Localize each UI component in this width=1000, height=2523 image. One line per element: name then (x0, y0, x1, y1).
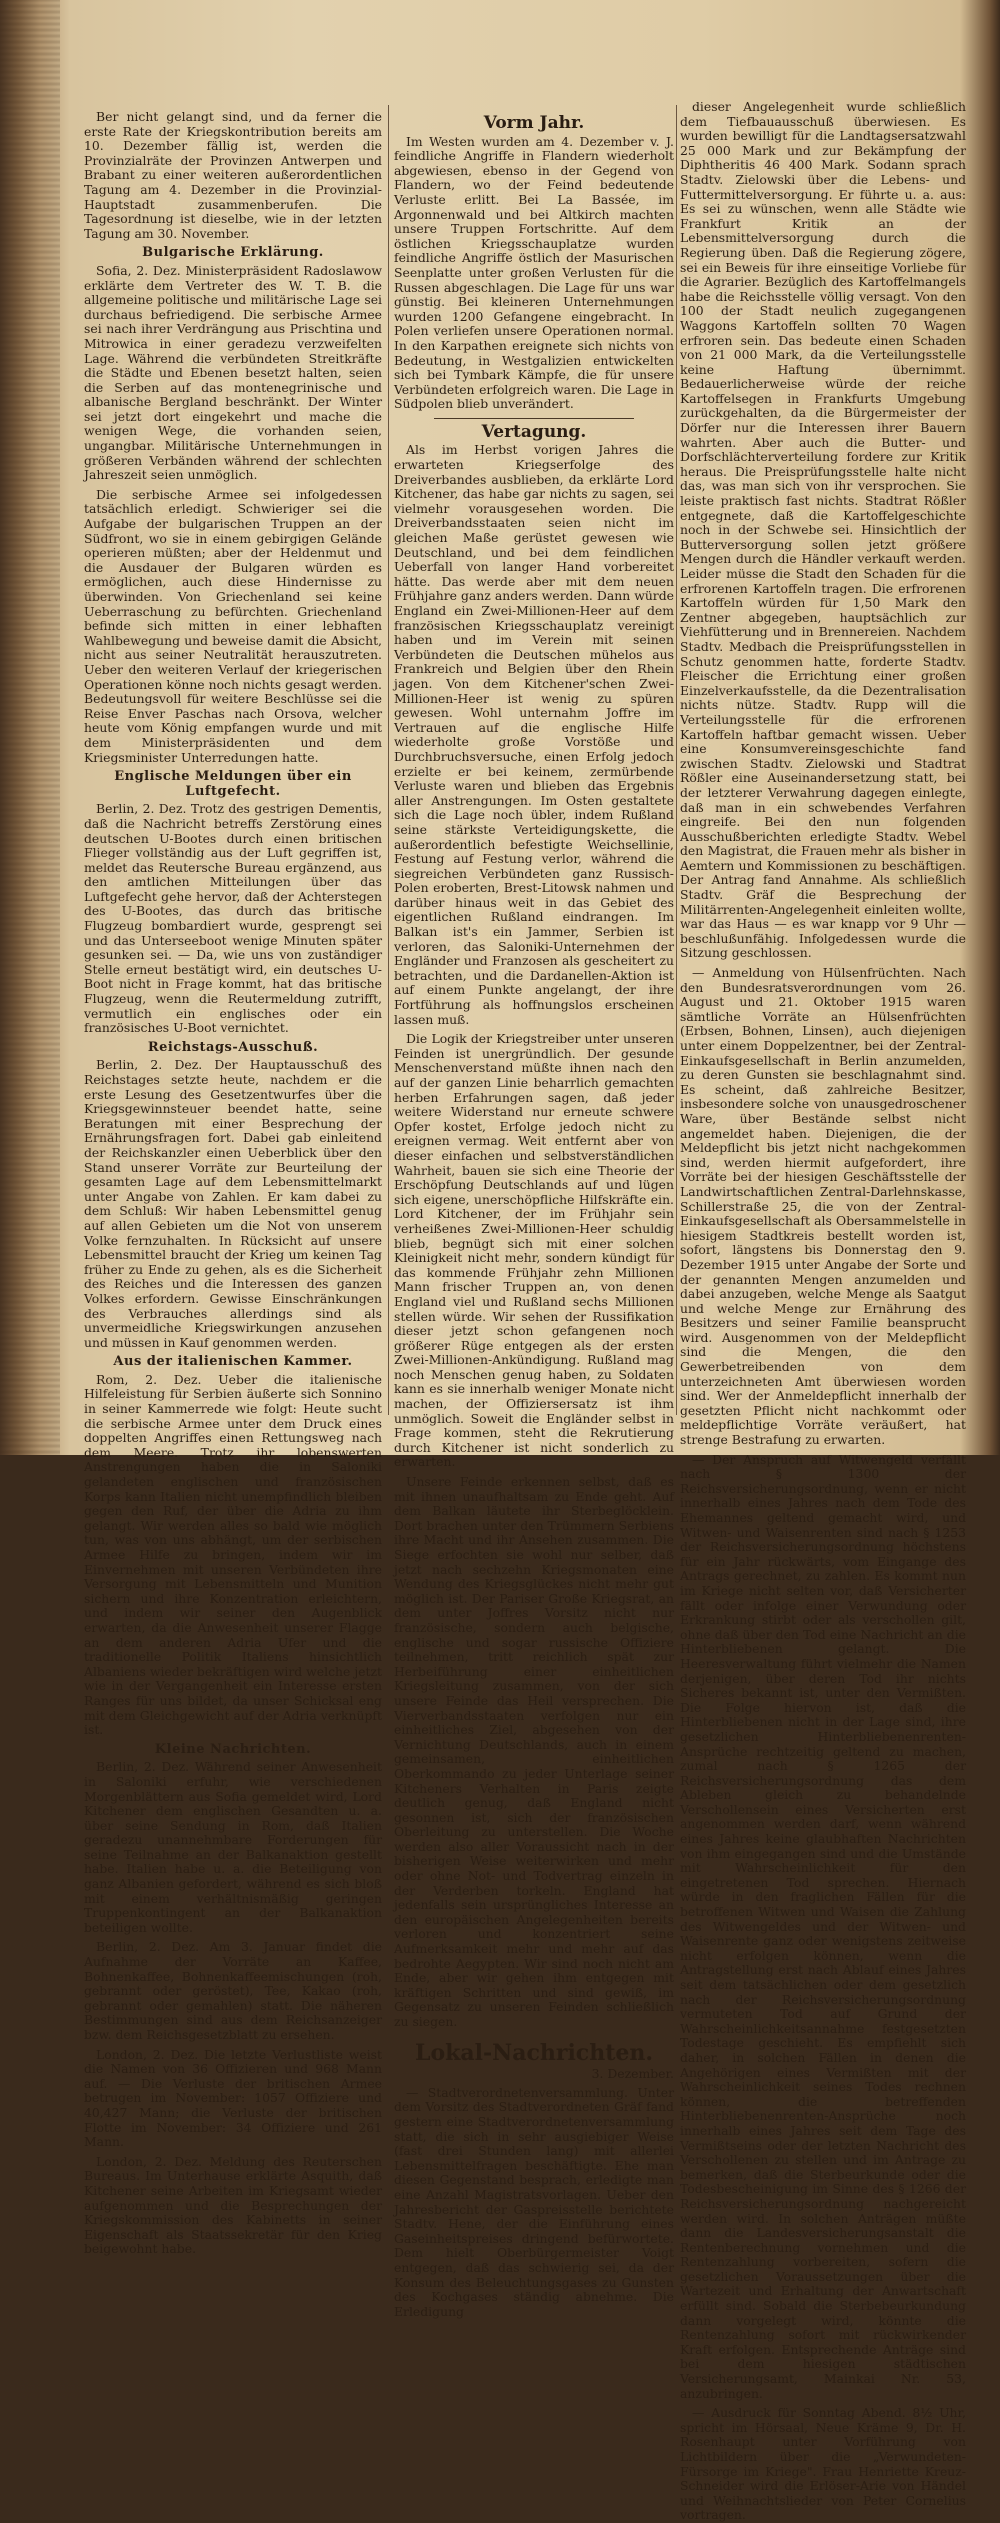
paragraph: Berlin, 2. Dez. Der Hauptausschuß des Reichstages setzte heute, nachdem er die erste Lesung des Gesetzentwurfes über die Kriegsgewinnsteuer beendet hatte, seine Beratungen mit einer Besprechung der Ernährungsfragen fort. Dabei gab einleitend der Reichskanzler einen Ueberblick über den Stand unserer Vorräte zur Beurteilung der gesamten Lage auf dem Lebensmittelmarkt unter Angabe von Zahlen. Er kam dabei zu dem Schluß: Wir haben Lebensmittel genug auf allen Gebieten um die Not von unserem Volke fernzuhalten. In Rücksicht auf unsere Lebensmittel braucht der Krieg um keinen Tag früher zu Ende zu gehen, als es die Sicherheit des Reiches und die Interessen des ganzen Volkes erfordern. Gewisse Einschränkungen des Verbrauches allerdings sind als unvermeidliche Kriegswirkungen anzusehen und müssen in Kauf genommen werden. (84, 1057, 382, 1350)
paragraph: — Stadtverordnetenversammlung. Unter dem Vorsitz des Stadtverordneten Gräf fand gestern eine Stadtverordnetenversammlung statt, die sich in sehr ausgiebiger Weise (fast drei Stunden lang) mit allerlei Lebensmittelfragen beschäftigte. Ehe man diesen Gegenstand besprach, erledigte man eine Anzahl Magistratsvorlagen. Ueber den Jahresbericht der Gaspreisstelle berichtete Stadtv. Hene, der die Einführung eines Gaseinheitspreises dringend befürwortete. Dem hielt Oberbürgermeister Voigt entgegen, daß das schwierig sei, da der Konsum des Beleuchtungsgases zu Gunsten des Kochgases ständig abnehme. Die Erledigung (394, 2084, 674, 2319)
paragraph: Berlin, 2. Dez. Trotz des gestrigen Dementis, daß die Nachricht betreffs Zerstörung eines deutschen U-Bootes durch einen britischen Flieger vollständig aus der Luft gegriffen ist, meldet das Reutersche Bureau ergänzend, aus den amtlichen Mitteilungen über das Luftgefecht gehe hervor, daß der Achterstegen des U-Bootes, das durch das britische Flugzeug bombardiert wurde, gesprengt sei und das Unterseeboot wenige Minuten später gesunken sei. — Da, wie uns von zuständiger Stelle erneut bestätigt wird, ein deutsches U-Boot nicht in Frage kommt, hat das britische Flugzeug, wenn die Reutermeldung zutrifft, vermutlich ein englisches oder ein französisches U-Boot vernichtet. (84, 801, 382, 1036)
column-rule (676, 105, 677, 1415)
paragraph: — Der Anspruch auf Witwengeld verfällt nach § 1300 der Reichsversicherungsordnung, wenn er nicht innerhalb eines Jahres nach dem Tode des Ehemannes geltend gemacht wird, und Witwen- und Waisenrenten sind nach § 1253 der Reichsversicherungsordnung höchstens für ein Jahr rückwärts, vom Eingange des Antrags gerechnet, zu zahlen. Es kommt nun im Kriege nicht selten vor, daß Versicherter fällt oder infolge einer Verwundung oder Erkrankung stirbt oder als verschollen gilt, ohne daß über den Tod eine Nachricht an die Hinterbliebenen gelangt. Die Heeresverwaltung führt vielmehr die Namen derjenigen, über deren Tod ihr nichts Sicheres bekannt ist, unter den Vermißten. Die Folge hiervon ist, daß die Hinterbliebenen nicht in der Lage sind, ihre gesetzlichen Hinterbliebenenrenten-Ansprüche rechtzeitig geltend zu machen, zumal nach § 1265 der Reichsversicherungsordnung das dem Ableben gleich zu behandelnde Verschollensein eines Versicherten erst angenommen werden darf, wenn während eines Jahres keine glaubhaften Nachrichten von ihm eingegangen sind und die Umstände mit Wahrscheinlichkeit für den eingetretenen Tod sprechen. Hiernach würde in den fraglichen Fällen für die betroffenen Witwen und Waisen die Zahlung des Witwengeldes und der Witwen- und Waisenrente ganz oder wenigstens zeitweise nicht erfolgen können, wenn die Antragstellung erst nach Ablauf eines Jahres seit dem tatsächlichen oder dem gesetzlich nach der Reichsversicherungsordnung vermuteten Tod auf Grund der Wahrscheinlichkeitsannahme festgesetzten Todestage geschieht. Es empfiehlt sich daher, in solchen Fällen in denen die Angehörigen eines Vermißten mit der Wahrscheinlichkeit seines Todes rechnen können, die betreffenden Hinterbliebenenrenten-Ansprüche noch innerhalb eines Jahres seit dem Tage des Vermißtseins oder der letzten Nachricht des Verschollenen zu stellen und im Antrage zu bemerken, daß die Sterbeurkunde oder die Todesbescheinigung im Sinne des § 1266 der Reichsversicherungsordnung nachgereicht werden wird. In solchen Anträgen müßte dann die Landesversicherungsanstalt die Rentenberechnung vornehmen und die Rentenzahlung vorbereiten, sofern die gesetzlichen Voraussetzungen über die Wartezeit und Erhaltung der Anwartschaft erfüllt sind. Sobald die Sterbebeurkundung dann vorgelegt wird, könnte die Rentenzahlung sofort mit rückwirkender Kraft erfolgen. Entsprechende Anträge sind bei dem hiesigen städtischen Versicherungsamt, Mainkai Nr. 53, anzubringen. (680, 1451, 966, 2401)
heading-italienische-kammer: Aus der italienischen Kammer. (113, 1354, 353, 1370)
heading-vorm-jahr: Vorm Jahr. (483, 113, 585, 133)
paragraph: Berlin, 2. Dez. Am 3. Januar findet die Aufnahme der Vorräte an Kaffee, Bohnenkaffee, Bohnenkaffeemischungen (roh, gebrannt oder geröstet), Tee, Kakao (roh, gebrannt oder gemahlen) statt. Die näheren Bestimmungen sind aus dem Reichsanzeiger bzw. dem Reichsgesetzblatt zu ersehen. (84, 1939, 382, 2042)
paragraph: Die Logik der Kriegstreiber unter unseren Feinden ist unergründlich. Der gesunde Menschenverstand müßte ihnen nach den auf der ganzen Linie beharrlich gemachten herben Erfahrungen sagen, daß jeder weitere Widerstand nur erneute schwere Opfer kostet, Erfolge jedoch nicht zu ereignen vermag. Weit entfernt aber von dieser einfachen und selbstverständlichen Wahrheit, bauen sie sich eine Theorie der Erschöpfung Deutschlands auf und lügen sich eigene, unerschöpfliche Hilfskräfte ein. Lord Kitchener, der im Frühjahr sein verheißenes Zwei-Millionen-Heer schuldig blieb, begnügt sich mit einer solchen Kleinigkeit nicht mehr, sondern kündigt für das kommende Frühjahr zehn Millionen Mann frischer Truppen an, von denen England viel und Rußland sechs Millionen stellen würde. Wir sehen der Russifikation dieser jetzt schon gefangenen noch größerer Rüge entgegen als der ersten Zwei-Millionen-Ankündigung. Rußland mag noch Menschen genug haben, zu Soldaten kann es sie innerhalb weniger Monate nicht machen, der Offiziersersatz ist ihm unmöglich. Soweit die Engländer selbst in Frage kommen, steht die Rekrutierung durch Kitchener ist nicht sonderlich zu erwarten. (394, 1031, 674, 1470)
heading-reichstags-ausschuss: Reichstags-Ausschuß. (147, 1039, 319, 1055)
paragraph: Die serbische Armee sei infolgedessen tatsächlich erledigt. Schwieriger sei die Aufgabe der bulgarischen Truppen an der Südfront, wo sie in einem gebirgigen Gelände operieren müßten; aber der Heldenmut und die Ausdauer der Bulgaren würden es ermöglichen, auch diese Hindernisse zu überwinden. Von Griechenland sei keine Ueberraschung zu befürchten. Griechenland befinde sich mitten in einer lebhaften Wahlbewegung und beweise damit die Absicht, nicht aus seiner Neutralität herauszutreten. Ueber den weiteren Verlauf der kriegerischen Operationen könne noch nichts gesagt werden. Bedeutungsvoll für weitere Beschlüsse sei die Reise Enver Paschas nach Orsova, welcher heute vom König empfangen wurde und mit dem Ministerpräsidenten und dem Kriegsminister Unterredungen hatte. (84, 486, 382, 765)
heading-vertagung: Vertagung. (481, 421, 587, 442)
paragraph: — Ausdruck für Sonntag Abend. 8½ Uhr, spricht im Hörsaal, Neue Kräme 9, Dr. H. Rosenhaupt unter Vorführung von Lichtbildern über die „Verwundeten-Fürsorge im Kriege". Frau Henriette Kreuz-Schneider wird die Erlöser-Arie von Händel und Weihnachtslieder von Peter Cornelius vortragen. (680, 2405, 966, 2523)
paragraph: Rom, 2. Dez. Ueber die italienische Hilfeleistung für Serbien äußerte sich Sonnino in seiner Kammerrede wie folgt: Heute sucht die serbische Armee unter dem Druck eines doppelten Angriffes einen Rettungsweg nach dem Meere. Trotz ihr lobenswerten Anstrengungen haben die in Saloniki gelandeten englischen und französischen Korps kann Italien nicht unempfindlich bleiben gegen den Ruf, der über die Adria zu ihm gelangt. Wir werden alles so bald wie möglich tun, was von uns abhängt, um der serbischen Armee Hilfe zu bringen, indem wir im Einvernehmen mit unseren Verbündeten ihre Versorgung mit Lebensmitteln und Munition sichern und ihre Konzentration erleichtern, und indem wir seiner den Augenblick erwarten, da die Anwesenheit unserer Flagge an dem anderen Adria Ufer und die traditionelle Politik Italiens hinsichtlich Albaniens wieder bekräftigen wird welche jetzt wie in der Vergangenheit ein Interesse ersten Ranges für uns bildet, da unser Schicksal eng mit dem Gleichgewicht auf der Adria verknüpft ist. (84, 1371, 382, 1738)
column-middle (394, 110, 674, 2319)
binding-edge (0, 0, 60, 1455)
paragraph: Sofia, 2. Dez. Ministerpräsident Radoslawow erklärte dem Vertreter des W. T. B. die allgemeine politische und militärische Lage sei durchaus befriedigend. Die serbische Armee sei nach ihrer Verdrängung aus Prischtina und Mitrowica in einer geradezu verzweifelten Lage. Während die verbündeten Streitkräfte die Städte und Ebenen besetzt halten, seien die Serben auf das montenegrinische und albanische Bergland beschränkt. Der Winter sei jetzt dort eingekehrt und mache die wenigen Wege, die vorhanden seien, ungangbar. Militärische Unternehmungen in größeren Verbänden während der schlechten Jahreszeit seien unmöglich. (84, 262, 382, 483)
column-rule (388, 105, 389, 1415)
column-right (680, 99, 966, 2523)
heading-lokal-nachrichten: Lokal-Nachrichten. (394, 2040, 674, 2066)
paragraph: London, 2. Dez. Meldung des Reuterschen Bureaus. Im Unterhause erklärte Asquith, daß Kitchener seine Arbeiten im Kriegsamt wieder aufgenommen und die Besprechungen der Kriegskommission des Kabinetts in seiner Eigenschaft als Staatssekretär für den Krieg beigewohnt habe. (84, 2153, 382, 2257)
paragraph: Im Westen wurden am 4. Dezember v. J. feindliche Angriffe in Flandern wiederholt abgewiesen, ebenso in der Gegend von Flandern, wo der Feind bedeutende Verluste erlitt. Bei La Bassée, im Argonnenwald und bei Altkirch machten unsere Truppen Fortschritte. Auf dem östlichen Kriegsschauplatze wurden feindliche Angriffe östlich der Masurischen Seenplatte unter großen Verlusten für die Russen abgeschlagen. Die Lage für uns war günstig. Bei kleineren Unternehmungen wurden 1200 Gefangene eingebracht. In Polen verliefen unsere Operationen normal. In den Karpathen ereignete sich nichts von Bedeutung, in Westgalizien entwickelten sich bei Tymbark Kämpfe, die für unsere Verbündeten erfolgreich waren. Die Lage in Südpolen blieb unverändert. (394, 133, 674, 412)
heading-englische-meldungen: Englische Meldungen über ein Luftgefecht. (114, 769, 352, 799)
paragraph: Als im Herbst vorigen Jahres die erwarteten Kriegserfolge des Dreiverbandes ausblieben, da erklärte Lord Kitchener, das habe gar nichts zu sagen, sei vielmehr vorausgesehen worden. Die Dreiverbandsstaaten seien nicht im gleichen Maße gerüstet gewesen wie Deutschland, und bei dem feindlichen Ueberfall von langer Hand vorbereitet hätte. Das werde aber mit dem neuen Frühjahre ganz anders werden. Dann würde England ein Zwei-Millionen-Heer auf dem französischen Kriegsschauplatz vereinigt haben und im Verein mit seinen Verbündeten die Deutschen mühelos aus Frankreich und Belgien über den Rhein jagen. Von dem Kitchener'schen Zwei-Millionen-Heer ist wenig zu spüren gewesen. Wohl unternahm Joffre im Vertrauen auf die englische Hilfe wiederholte große Vorstöße und Durchbruchsversuche, einen Erfolg jedoch erzielte er bei keinem, zermürbende Verluste waren und blieben das Ergebnis aller Anstrengungen. Im Osten gestaltete sich die Lage noch übler, indem Rußland seine stärkste Verteidigungskette, die außerordentlich befestigte Weichsellinie, Festung auf Festung verlor, während die siegreichen Verbündeten ganz Russisch-Polen eroberten, Brest-Litowsk nahmen und darüber hinaus weit in das Gebiet des eigentlichen Rußland eindrangen. Im Balkan ist's ein Jammer, Serbien ist verloren, das Saloniki-Unternehmen der Engländer und Franzosen als gescheitert zu betrachten, und die Dardanellen-Aktion ist auf einem Punkte angelangt, der ihre Fortführung als hoffnungslos erscheinen lassen muß. (394, 442, 674, 1027)
column-left (84, 109, 382, 2257)
heading-bulgarische-erklaerung: Bulgarische Erklärung. (142, 245, 324, 261)
paragraph: Unsere Feinde erkennen selbst, daß es mit ihnen unaufhaltsam zu Ende geht. Auf dem Balkan läutete ihr Sterbeglöcklein. Dort brachen unter den Trümmern Serbiens ihre Macht und ihr Ansehen zusammen. Die Siege erfochten sie wohl nur selber, daß jetzt nach sechzehn Kriegsmonaten eine Wendung des Kriegsglückes nicht mehr gut möglich ist. Der Pariser Große Kriegsrat, an dem unter Joffres Vorsitz nicht nur französische, sondern auch belgische, englische und sogar russische Offiziere teilnehmen, tritt reichlich spät zur Herbeiführung einer einheitlichen Kriegsleitung zusammen, von der sich unsere Feinde das Heil versprechen. Die Vierverbandsstaaten verfolgen nur ein einheitliches Ziel, abgesehen von der Vernichtung Deutschlands, auch in einem gemeinsamen, einheitlichen Oberkommando zu jeder Unterlage seiner Kitcheners Verhalten in Paris zeigte deutlich genug, daß England nicht gesonnen ist, sich der französischen Oberleitung zu unterstellen. Die Woche werden also aller Voraussicht nach in der bisherigen Weise weiterwirken und mehr oder ohne Not- und Todvertrag einzeln in der Verderben torkeln. England hat jedenfalls sein ursprüngliches Interesse an den europäischen Angelegenheiten bereits verloren und konzentriert seine Aufmerksamkeit mehr und mehr auf das bedrohte Aegypten. Wir sind noch nicht am Ende, aber wir gehen ihm entgegen mit kräftigen Schritten und sind gewiß, im Gegensatz zu unseren Feinden schließlich zu siegen. (394, 1474, 674, 2029)
heading-kleine-nachrichten: Kleine Nachrichten. (154, 1741, 312, 1757)
paragraph: London, 2. Dez. Die letzte Verlustliste weist die Namen von 36 Offizieren und 968 Mann auf. — Die Verluste der britischen Armee betrugen im November: 1057 Offiziere und 40,427 Mann; die Verluste der britischen Flotte im November: 34 Offiziere und 261 Mann. (84, 2046, 382, 2150)
section-divider (434, 418, 634, 419)
paragraph: Ber nicht gelangt sind, und da ferner die erste Rate der Kriegskontribution bereits am 10. Dezember fällig ist, werden die Provinzialräte der Provinzen Antwerpen und Brabant zu einer weiteren außerordentlichen Tagung am 4. Dezember in die Provinzial-Hauptstadt zusammenberufen. Die Tagesordnung ist dieselbe, wie in der letzten Tagung am 30. November. (84, 109, 382, 241)
paragraph: Berlin, 2. Dez. Während seiner Anwesenheit in Saloniki erfuhr, wie verschiedenen Morgenblättern aus Sofia gemeldet wird, Lord Kitchener dem englischen Gesandten u. a. über seine Sendung in Rom, daß Italien geradezu unannehmbare Forderungen für seine Teilnahme an der Balkanaktion gestellt habe. Italien habe u. a. die Beteiligung von ganz Albanien gefordert, während es sich bloß mit einem verhältnismäßig geringen Truppenkontingent an der Balkanaktion beteiligen wollte. (84, 1759, 382, 1935)
paragraph: dieser Angelegenheit wurde schließlich dem Tiefbauausschuß überwiesen. Es wurden bewilligt für die Landtagsersatzwahl 25 000 Mark und zur Bekämpfung der Diphtheritis 46 400 Mark. Sodann sprach Stadtv. Zielowski über die Lebens- und Futtermittelversorgung. Er führte u. a. aus: Es sei zu wünschen, wenn alle Städte wie Frankfurt Kritik an der Lebensmittelversorgung durch die Regierung üben. Daß die Regierung zögere, sei ein Beweis für ihre einseitige Vorliebe für die Agrarier. Bezüglich des Kartoffelmangels habe die Reichsstelle völlig versagt. Von den 100 der Stadt neulich zugegangenen Waggons Kartoffeln sollten 70 Wagen erfroren sein. Das bedeute einen Schaden von 21 000 Mark, da die Verteilungsstelle keine Haftung übernimmt. Bedauerlicherweise würde der reiche Kartoffelsegen in Frankfurts Umgebung zurückgehalten, da die Bürgermeister der Dörfer nur die Interessen ihrer Bauern wahrten. Aber auch die Butter- und Dorfschlächterverteilung fordere zur Kritik heraus. Die Preisprüfungsstelle halte nicht das, was man sich von ihr versprochen. Sie leiste praktisch fast nichts. Stadtrat Rößler entgegnete, daß die Kartoffelgeschichte noch in der Schwebe sei. Hinsichtlich der Butterversorgung sollen jetzt größere Mengen durch die Händler verkauft werden. Leider müsse die Stadt den Schaden für die erfrorenen Kartoffeln tragen. Die erfrorenen Kartoffeln würden für 1,50 Mark den Zentner abgegeben, hauptsächlich zur Viehfütterung und in Brennereien. Nachdem Stadtv. Medbach die Preisprüfungsstellen in Schutz genommen hatte, forderte Stadtv. Fleischer die Errichtung einer großen Einzelverkaufsstelle, da die Dezentralisation nichts nütze. Stadtv. Rupp will die Verteilungsstelle für die erfrorenen Kartoffeln haftbar gemacht wissen. Ueber eine Konsumvereinsgeschichte fand zwischen Stadtv. Zielowski und Stadtrat Rößler eine Auseinandersetzung statt, bei der letzterer Verwahrung dagegen einlegte, daß man in ein schwebendes Verfahren eingreife. Bei den nun folgenden Ausschußberichten erledigte Stadtv. Webel den Magistrat, die Frauen mehr als bisher in Aemtern und Kommissionen zu beschäftigen. Der Antrag fand Annahme. Als schließlich Stadtv. Gräf die Besprechung der Militärrenten-Angelegenheit einleiten wollte, war das Haus — es war knapp vor 9 Uhr — beschlußunfähig. Infolgedessen wurde die Sitzung geschlossen. (680, 99, 966, 961)
paragraph: — Anmeldung von Hülsenfrüchten. Nach den Bundesratsverordnungen vom 26. August und 21. Oktober 1915 waren sämtliche Vorräte an Hülsenfrüchten (Erbsen, Bohnen, Linsen), auch diejenigen unter einem Doppelzentner, bei der Zentral-Einkaufsgesellschaft in Berlin anzumelden, zu deren Gunsten sie beschlagnahmt sind. Es scheint, daß zahlreiche Besitzer, insbesondere solche von unausgedroschener Ware, über Bestände selbst nicht angemeldet haben. Diejenigen, die der Meldepflicht bis jetzt nicht nachgekommen sind, werden hiermit aufgefordert, ihre Vorräte bei der hiesigen Geschäftsstelle der Landwirtschaftlichen Zentral-Darlehnskasse, Schillerstraße 25, die von der Zentral-Einkaufsgesellschaft als Obersammelstelle in hiesigem Stadtkreis bestellt worden ist, sofort, längstens bis Donnerstag den 9. Dezember 1915 unter Angabe der Sorte und der genannten Mengen anzumelden und dabei anzugeben, welche Menge als Saatgut und welche Menge zur Ernährung des Besitzers und seiner Familie beansprucht wird. Ausgenommen von der Meldepflicht sind die Mengen, die den Gewerbetreibenden von dem unterzeichneten Amt überwiesen worden sind. Wer der Anmeldepflicht innerhalb der gesetzten Pflicht nicht nachkommt oder meldepflichtige Vorräte veräußert, hat strenge Bestrafung zu erwarten. (680, 965, 966, 1448)
dateline: 3. Dezember. (591, 2066, 674, 2082)
